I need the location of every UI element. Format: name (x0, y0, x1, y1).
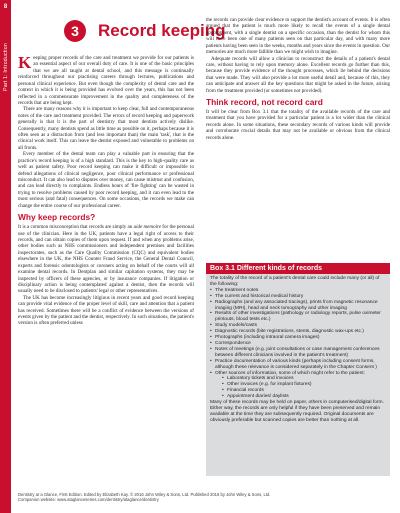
aide-memoire-emphasis: aide memoire (133, 224, 162, 231)
list-item: • Diagnostic records (bite registrations, stents, diagnostic wax-ups etc.) (210, 329, 386, 335)
sublist-item: • Financial records (222, 388, 386, 394)
page-number: 8 (3, 4, 8, 10)
why-paragraph-1-a: It is a common misconception that records are simply an (18, 224, 134, 231)
sublist-item: • Other invoices (e.g. for implant fixtures) (222, 382, 386, 388)
intro-paragraph-3: Every member of the dental team can play a valuable part in ensuring that the practice's record keeping is of a high standard. This is the key to high-quality care as well as patient safety. Poor record keeping can make it difficult or impossible to defend allegations of clinical negligence, poor clinical performance or professional misconduct. It can also lead to disputes over money, can cause mistrust and confusion, and can lead directly to complaints. Endless hours of 'fire fighting' can be wasted in trying to resolve problems caused by poor record keeping, and it can even lead to the most serious (and fatal) consequences. On some occasions, the records we make can change the entire course of our professional career. (18, 151, 194, 209)
box-outro: Many of these records may be held on paper, others in computerised/digital form. Either way, the records are only helpful if they have been preserved and remain available at the time they are subsequently required. Original documents are obviously preferable but scanned copies are better than nothing at all. (210, 400, 384, 423)
list-item: • The current and historical medical history (210, 294, 386, 300)
section-heading-think: Think record, not record card (206, 97, 323, 108)
chapter-heading: Record keeping (98, 21, 226, 40)
list-item: • Practice documentation of various kinds (perhaps including consent forms, although these relevance is considered separately in the Chapter Consent ) (210, 359, 386, 371)
list-item: • Radiographs (and any associated tracings), prints from magnetic resonance imaging (MRI), head and neck tomography and other imaging (210, 300, 386, 312)
box-3-1 (206, 263, 390, 476)
box-body (206, 274, 390, 424)
right-paragraph-2: Adequate records will allow a clinician to reconstruct the details of a patient's dental care, without having to rely upon memory alone. Excellent records go further than this, because they provide evidence of the thought processes, which lie behind the decisions that were made. They will also provide a lot more useful detail and, because of this, they can anticipate and answer all the key questions that might be asked in the future, arising from the treatment provided (or sometimes not provided). (206, 55, 390, 94)
list-item (210, 371, 386, 401)
list-item: • Correspondence (210, 341, 386, 347)
page-side-strip (0, 0, 11, 513)
footer-citation: Dentistry at a Glance, First Edition. Edited by Elizabeth Kay. © 2016 John Wiley & Sons, Ltd. Published 2016 by John Wiley & Sons, Ltd. (18, 492, 271, 497)
list-item: • Study models/casts (210, 323, 386, 329)
footer-companion-website: Companion website: www.ataglanceseries.com/dentistry/ataglance/dentistry (18, 497, 159, 503)
right-paragraph-3: It will be clear from Box 3.1 that the totality of the available records of the care and treatment that you have provided for a particular patient is a lot wider than the clinical records alone. In some situations, these secondary records of various kinds will provide and corroborate crucial details that may not be available or obvious from the clinical records alone. (206, 109, 390, 141)
sublist-item: • Laboratory tickets and invoices (222, 376, 386, 382)
page-footer (18, 492, 390, 503)
why-paragraph-1 (18, 224, 194, 295)
section-heading-why: Why keep records? (18, 212, 96, 223)
right-paragraph-1: the records can provide clear evidence to support the dentist's account of events. It is often argued that the patient is much more likely to recall the events of a single dental appointment, with a single dentist on a specific occasion, than the dentist for whom this will have been one of many patients seen on that particular day, and with many more patients having been seen in the weeks, months and years since the events in question. Our memories are much more fallible than we might wish to imagine. (206, 17, 390, 56)
why-paragraph-1-b: for the personal use of the clinician. Here in the UK, patients have a legal right of access to their records, and can obtain copies of them upon request. If and when any problems arise, other bodies such as NHS commissioners and independent premises and facilities inspectorates, such as the Care Quality Commission (CQC) and equivalent bodies elsewhere in the UK, the NHS Counter Fraud Service, the General Dental Council, experts and forensic odontologists or coroners acting on behalf of the courts will all examine dental records. In Dentplan and similar capitation systems, they may be inspected by officers of these agencies, or by insurance companies. If litigation or disciplinary action is being contemplated against a dentist, then the records will usually need to be disclosed to patients' legal or other representatives. (18, 224, 194, 295)
intro-paragraph-1-text: eeping proper records of the care and treatment we provide for our patients is an essential aspect of our overall duty of care. It is one of the basic principles that we are all taught at dental school, and this message is continually reinforced throughout our practising careers through lectures, publications and personal clinical experience. But even though the complexity of dental care and the context in which it is being provided has evolved over the years, this has not been reflected in a commensurate improvement in the quality and completeness of the records that are being kept. (18, 55, 194, 106)
chapter-number-badge: 3 (64, 20, 86, 42)
list-item: • Notes of meetings (e.g. joint consultations or case management conferences between different clinicians involved in the patient's treatment) (210, 347, 386, 359)
box-sublist (215, 376, 386, 400)
intro-paragraph-2: There are many reasons why it is important to keep clear, full and contemporaneous notes of the care and treatment provided. The errors of record keeping and paperwork generally is that it is the part of dentistry that most dentists actively dislike. Consequently, many dentists spend as little time as possible on it, perhaps because it is often seen as a distraction from (and less important than) the main 'task', that is the clinical work itself. This can leave the dentist exposed and vulnerable to problems on all fronts. (18, 106, 194, 151)
list-item-text: Other sources of information, some of which might refer to the patient: (215, 370, 365, 376)
right-column (206, 17, 390, 141)
sublist-item: • Appointment diaries/ daylists (222, 394, 386, 400)
list-item: • Results of other investigations (pathology or radiology reports, pulse oximeter printouts, blood tests etc.) (210, 311, 386, 323)
why-paragraph-2: The UK has become increasingly litigious in recent years and good record keeping can provide vital evidence of the proper level of skill, care and attention that a patient has received. Sometimes there will be a conflict of evidence between the versions of events given by the patient and the dentist, respectively. In such situations, the patient's version is often preferred unless (18, 294, 194, 327)
part-label: Part 1: Introduction (3, 43, 9, 91)
box-list (210, 288, 386, 400)
box-title: Box 3.1 Different kinds of records (206, 263, 390, 274)
chapter-title (64, 20, 226, 42)
list-item: • The treatment notes (210, 288, 386, 294)
box-intro: The totality of the record of a patient's dental care could include many (or all) of the following: (210, 276, 380, 287)
list-item: • Photographs (including intraoral camera images) (210, 335, 386, 341)
drop-cap: K (18, 53, 32, 72)
left-column (18, 55, 194, 327)
intro-paragraph-1 (18, 55, 194, 106)
